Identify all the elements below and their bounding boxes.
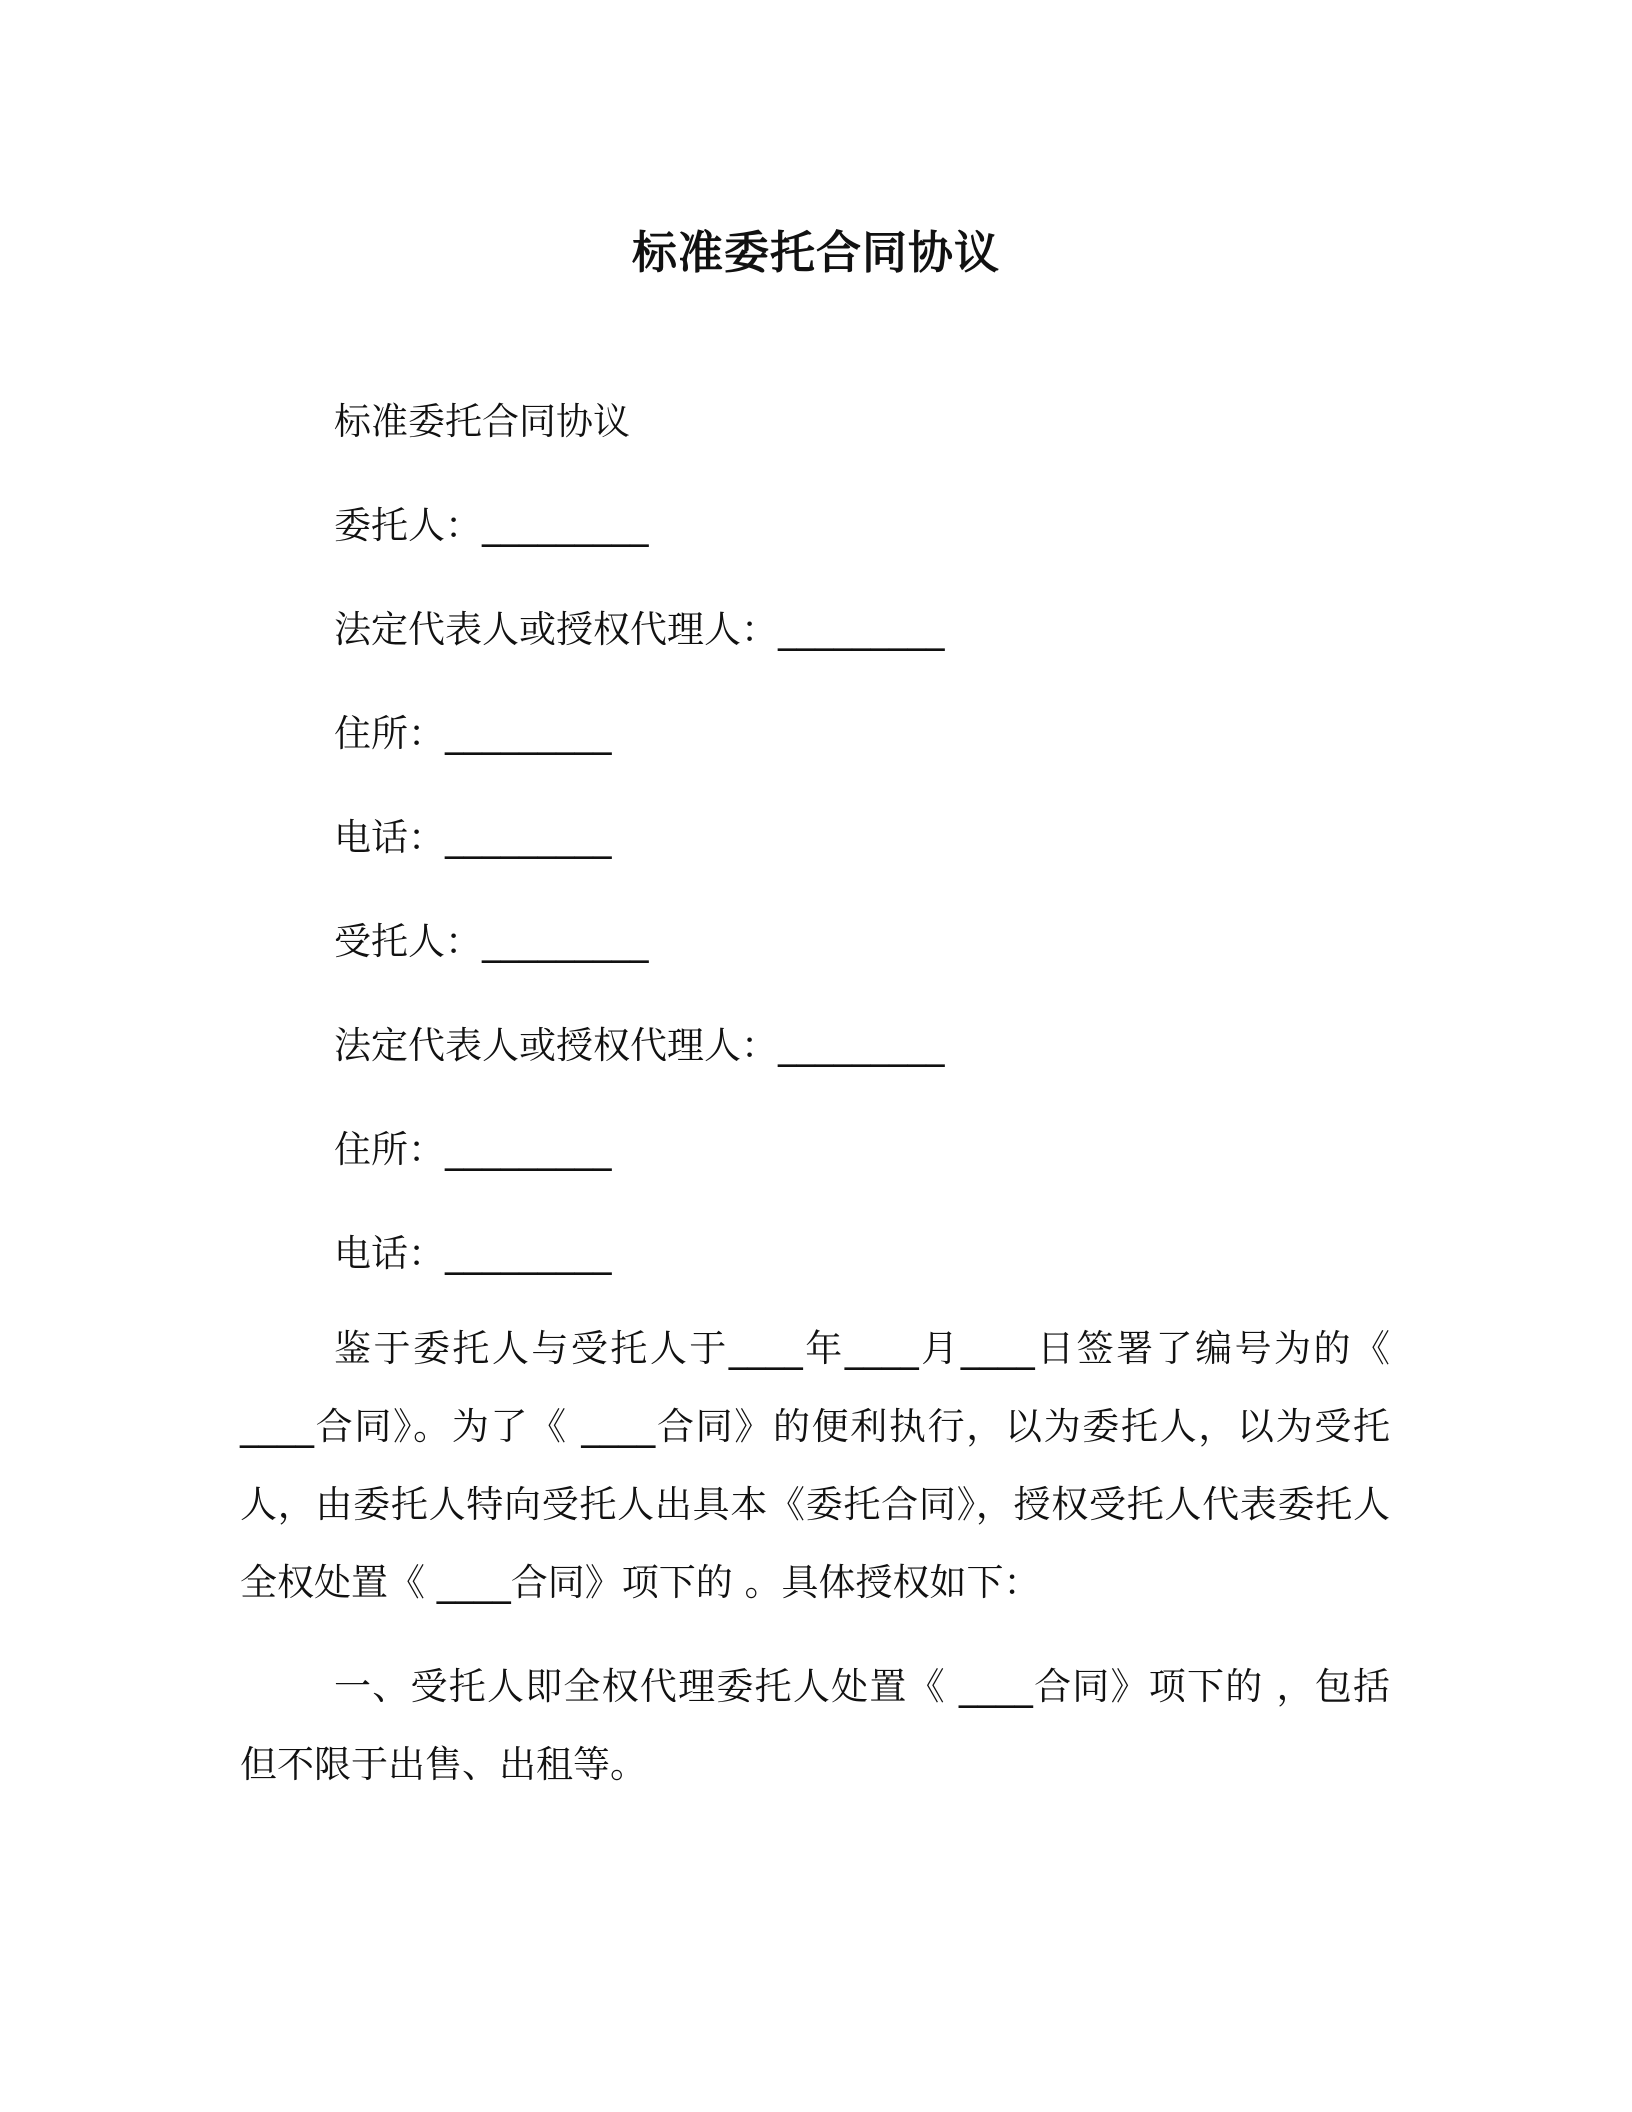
entrustor-field [334,496,649,556]
entrustor-representative-field [334,600,945,660]
field-label: 法定代表人或授权代理人： [334,608,778,651]
document-subtitle: 标准委托合同协议 [334,400,630,443]
field-label: 电话： [334,816,445,859]
trustee-field [334,912,649,972]
field-value: _________ [445,1128,612,1171]
document-title: 标准委托合同协议 [631,226,1000,279]
field-label: 住所： [334,712,445,755]
field-value: _________ [445,816,612,859]
field-label: 法定代表人或授权代理人： [334,1024,778,1067]
clause-one-paragraph: 一、受托人即全权代理委托人处置《 ____合同》项下的 ，包括但不限于出售、出租等。 [240,1665,1390,1786]
field-value: _________ [482,920,649,963]
field-value: _________ [778,1024,945,1067]
field-value: _________ [445,1232,612,1275]
field-label: 委托人： [334,504,482,547]
trustee-phone-field [334,1224,612,1284]
trustee-representative-field [334,1016,945,1076]
field-label: 受托人： [334,920,482,963]
field-label: 住所： [334,1128,445,1171]
field-value: _________ [482,504,649,547]
recital-paragraph: 鉴于委托人与受托人于____年____月____日签署了编号为的《 ____合同》。为了《 ____合同》的便利执行，以为委托人，以为受托人，由委托人特向受托人出具本《委托合同》，授权受托人代表委托人全权处置《 ____合同》项下的 。具体授权如下： [240,1327,1390,1604]
field-label: 电话： [334,1232,445,1275]
entrustor-address-field [334,704,612,764]
field-value: _________ [778,608,945,651]
trustee-address-field [334,1120,612,1180]
entrustor-phone-field [334,808,612,868]
field-value: _________ [445,712,612,755]
